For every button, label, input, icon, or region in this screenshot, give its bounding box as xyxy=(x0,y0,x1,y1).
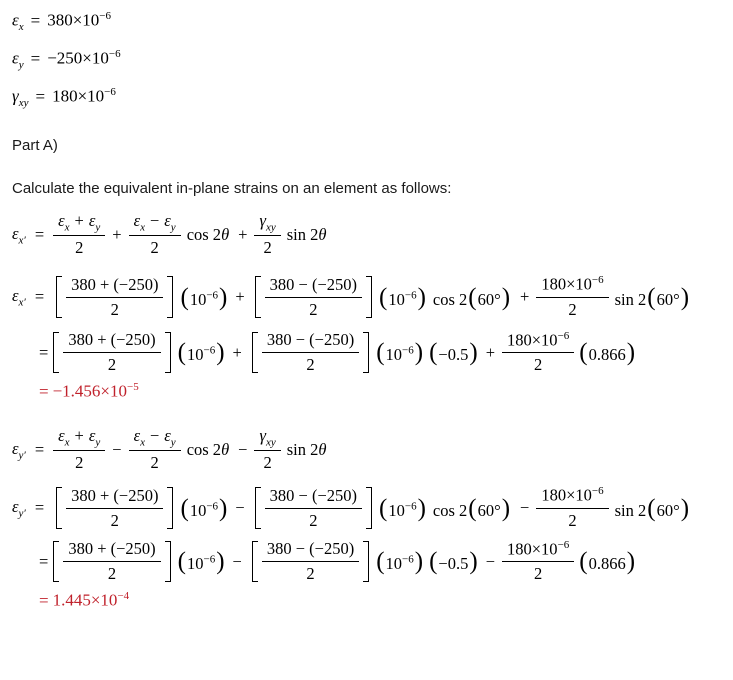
ten-neg6-factor xyxy=(375,340,424,365)
instruction-text: Calculate the equivalent in-plane strains on an element as follows: xyxy=(12,180,452,198)
left-paren: ( xyxy=(647,283,656,311)
cos-term xyxy=(187,225,229,245)
subscript: y xyxy=(95,221,101,234)
fraction-gamma-symbolic xyxy=(254,211,280,258)
plus-sign: + xyxy=(520,287,530,307)
given-gamma-xy xyxy=(12,86,727,109)
cos-function: cos 2 xyxy=(186,439,222,459)
right-paren: ) xyxy=(417,494,426,522)
right-bracket xyxy=(363,541,369,583)
result-epsilon-x xyxy=(39,381,727,402)
left-paren: ( xyxy=(468,283,477,311)
result-epsilon-y xyxy=(39,590,727,611)
sin-term xyxy=(287,225,327,245)
fraction-sum xyxy=(66,275,163,320)
fraction-diff xyxy=(262,539,359,584)
ten-neg6-factor xyxy=(179,285,228,310)
sin-value-factor xyxy=(578,549,636,574)
right-paren: ) xyxy=(680,283,690,311)
epsilon-symbol: ε xyxy=(12,10,19,30)
denominator: 2 xyxy=(306,355,315,375)
numerator xyxy=(53,426,105,451)
fraction-gamma xyxy=(536,274,608,320)
epsilon-symbol: ε xyxy=(58,426,65,446)
cos-function: cos 2 xyxy=(186,224,222,244)
minus-sign: − xyxy=(149,211,160,231)
right-paren: ) xyxy=(501,494,511,522)
left-paren: ( xyxy=(429,339,438,367)
minus-sign: − xyxy=(232,551,242,571)
numerator xyxy=(254,211,280,236)
ten-neg6-factor xyxy=(179,496,228,521)
left-paren: ( xyxy=(177,548,186,576)
equals-sign: = xyxy=(34,287,45,307)
cos-value: −0.5 xyxy=(438,345,469,365)
fraction-diff xyxy=(265,486,362,531)
denominator: 2 xyxy=(568,510,577,530)
epsilon-symbol: ε xyxy=(133,211,141,231)
eq-epsx-evaluation xyxy=(39,330,727,376)
left-bracket xyxy=(255,487,261,529)
subscript: y xyxy=(170,221,176,234)
subscript: xy xyxy=(18,97,29,110)
numerator xyxy=(254,426,280,451)
denominator: 2 xyxy=(150,238,159,258)
left-paren: ( xyxy=(376,339,385,367)
right-paren: ) xyxy=(680,494,690,522)
right-paren: ) xyxy=(216,548,225,576)
left-bracket xyxy=(252,332,258,374)
theta-symbol: θ xyxy=(221,224,230,244)
left-paren: ( xyxy=(180,494,189,522)
numerator: 380 − (−250) xyxy=(262,539,359,562)
result-exponent: −4 xyxy=(117,590,130,603)
denominator: 2 xyxy=(309,299,318,319)
minus-sign: − xyxy=(520,498,530,518)
subscript: xy xyxy=(266,221,276,234)
right-bracket xyxy=(363,332,369,374)
subscript: x′ xyxy=(18,296,26,309)
epsilon-symbol: ε xyxy=(12,48,19,68)
denominator: 2 xyxy=(263,238,272,258)
subscript: x xyxy=(64,221,70,234)
numerator: 380 − (−250) xyxy=(265,486,362,509)
right-bracket xyxy=(167,487,173,529)
numerator xyxy=(536,485,608,509)
epsilon-symbol: ε xyxy=(164,426,171,446)
sin-60-term xyxy=(615,496,690,521)
plus-sign: + xyxy=(235,287,245,307)
right-paren: ) xyxy=(469,339,478,367)
power-of-ten: 10 xyxy=(187,345,204,365)
plus-sign: + xyxy=(112,224,122,244)
right-bracket xyxy=(366,487,372,529)
denominator: 2 xyxy=(75,453,84,473)
sin-60-term xyxy=(615,285,690,310)
numerator: 380 + (−250) xyxy=(66,486,163,509)
equals-sign: = xyxy=(39,382,49,402)
fraction-gamma-symbolic xyxy=(254,426,280,473)
angle-value: 60° xyxy=(656,500,680,520)
left-paren: ( xyxy=(177,339,186,367)
equals-sign: = xyxy=(35,86,46,106)
fraction-sum xyxy=(63,539,160,584)
left-bracket xyxy=(56,487,62,529)
power-of-ten: 10 xyxy=(385,345,403,365)
lhs-epsilon-xprime xyxy=(12,286,26,308)
numerator: 380 − (−250) xyxy=(265,275,362,298)
gamma-value: 180×10 xyxy=(541,485,592,505)
right-paren: ) xyxy=(626,548,636,576)
fraction-diff-symbolic xyxy=(129,211,181,258)
sin-function: sin 2 xyxy=(286,224,319,244)
angle-value: 60° xyxy=(656,289,680,309)
fraction-sum-symbolic xyxy=(53,211,105,258)
exponent: −6 xyxy=(402,553,414,566)
right-bracket xyxy=(165,541,171,583)
theta-symbol: θ xyxy=(318,224,327,244)
fraction-gamma xyxy=(502,330,574,376)
left-paren: ( xyxy=(379,283,388,311)
exponent: −6 xyxy=(591,485,604,498)
plus-sign: + xyxy=(74,211,84,231)
denominator: 2 xyxy=(107,564,117,584)
cos-function: cos 2 xyxy=(432,500,468,520)
gamma-symbol: γ xyxy=(12,86,19,106)
cos-function: cos 2 xyxy=(432,289,468,309)
subscript: x xyxy=(64,436,70,449)
ten-neg6-factor xyxy=(177,340,226,365)
exponent: −6 xyxy=(206,500,219,513)
minus-sign: − xyxy=(238,439,248,459)
left-bracket xyxy=(53,332,59,374)
power-of-ten: 10 xyxy=(385,554,403,574)
numerator xyxy=(502,330,574,354)
lhs-epsilon-xprime xyxy=(12,224,26,246)
exponent: −6 xyxy=(108,48,121,61)
sin-term xyxy=(287,440,327,460)
epsilon-symbol: ε xyxy=(88,426,96,446)
sin-function: sin 2 xyxy=(614,289,647,309)
minus-sign: − xyxy=(112,439,122,459)
subscript: x′ xyxy=(18,233,26,246)
exponent: −6 xyxy=(402,344,414,357)
exponent: −6 xyxy=(104,86,116,99)
right-paren: ) xyxy=(626,339,636,367)
numerator: 380 + (−250) xyxy=(63,330,160,353)
result-value: 1.445×10 xyxy=(52,591,118,611)
exponent: −6 xyxy=(557,329,570,342)
theta-symbol: θ xyxy=(221,439,230,459)
equals-sign: = xyxy=(39,342,49,362)
part-a-label: Part A) xyxy=(12,137,58,155)
denominator: 2 xyxy=(110,510,119,530)
numerator xyxy=(129,211,181,236)
sin-value: 0.866 xyxy=(588,345,626,365)
right-paren: ) xyxy=(469,548,478,576)
subscript: y′ xyxy=(18,507,26,520)
eq-epsy-symbolic xyxy=(12,426,727,473)
eq-epsx-substitution xyxy=(12,274,727,320)
left-bracket xyxy=(56,276,62,318)
epsilon-symbol: ε xyxy=(88,211,96,231)
denominator: 2 xyxy=(150,453,159,473)
subscript: x xyxy=(140,221,145,234)
exponent: −6 xyxy=(557,538,570,551)
epsilon-symbol: ε xyxy=(58,211,65,231)
numerator xyxy=(53,211,105,236)
epsilon-symbol: ε xyxy=(133,426,141,446)
gamma-symbol: γ xyxy=(259,426,266,446)
power-of-ten: 10 xyxy=(189,289,207,309)
left-bracket xyxy=(255,276,261,318)
cos-value-factor xyxy=(428,340,479,365)
given-epsilon-y xyxy=(12,48,727,71)
sin-function: sin 2 xyxy=(614,500,647,520)
left-paren: ( xyxy=(647,494,656,522)
denominator: 2 xyxy=(263,453,272,473)
right-paren: ) xyxy=(219,494,228,522)
cos-value: −0.5 xyxy=(438,554,469,574)
right-bracket xyxy=(366,276,372,318)
left-paren: ( xyxy=(579,339,588,367)
fraction-gamma xyxy=(536,485,608,531)
given-value: 180×10 xyxy=(52,86,105,106)
left-paren: ( xyxy=(468,494,477,522)
gamma-value: 180×10 xyxy=(507,539,558,559)
given-value: −250×10 xyxy=(47,48,109,68)
numerator xyxy=(129,426,181,451)
left-bracket xyxy=(53,541,59,583)
gamma-value: 180×10 xyxy=(541,274,592,294)
equals-sign: = xyxy=(30,48,41,68)
right-paren: ) xyxy=(414,339,424,367)
equals-sign: = xyxy=(39,551,49,571)
fraction-diff xyxy=(265,275,362,320)
lhs-epsilon-yprime xyxy=(12,439,26,461)
cos-term xyxy=(187,440,229,460)
power-of-ten: 10 xyxy=(388,289,405,309)
epsilon-symbol: ε xyxy=(164,211,171,231)
left-paren: ( xyxy=(579,548,588,576)
right-bracket xyxy=(167,276,173,318)
minus-sign: − xyxy=(149,426,160,446)
subscript: y xyxy=(18,59,24,72)
exponent: −6 xyxy=(203,553,216,566)
equals-sign: = xyxy=(34,439,45,459)
angle-value: 60° xyxy=(477,289,501,309)
lhs-epsilon-yprime xyxy=(12,497,26,519)
denominator: 2 xyxy=(309,510,318,530)
minus-sign: − xyxy=(235,498,245,518)
exponent: −6 xyxy=(404,500,417,513)
subscript: y xyxy=(95,436,101,449)
power-of-ten: 10 xyxy=(187,554,204,574)
denominator: 2 xyxy=(534,564,543,584)
right-bracket xyxy=(165,332,171,374)
exponent: −6 xyxy=(99,10,111,22)
left-paren: ( xyxy=(180,283,189,311)
result-value: −1.456×10 xyxy=(52,382,128,402)
angle-value: 60° xyxy=(477,500,501,520)
cos-60-term xyxy=(433,496,511,521)
equals-sign: = xyxy=(39,591,49,611)
denominator: 2 xyxy=(110,299,119,319)
denominator: 2 xyxy=(306,564,315,584)
subscript: y′ xyxy=(18,448,26,461)
left-paren: ( xyxy=(376,548,385,576)
equals-sign: = xyxy=(34,224,45,244)
plus-sign: + xyxy=(232,342,242,362)
numerator: 380 + (−250) xyxy=(63,539,160,562)
right-paren: ) xyxy=(501,283,511,311)
numerator xyxy=(502,539,574,563)
denominator: 2 xyxy=(107,355,117,375)
ten-neg6-factor xyxy=(375,549,424,574)
left-bracket xyxy=(252,541,258,583)
ten-neg6-factor xyxy=(378,285,427,310)
power-of-ten: 10 xyxy=(388,500,405,520)
eq-epsx-symbolic xyxy=(12,211,727,258)
theta-symbol: θ xyxy=(318,439,327,459)
fraction-diff-symbolic xyxy=(129,426,181,473)
given-value: 380×10 xyxy=(47,10,100,30)
subscript: xy xyxy=(266,436,276,449)
cos-value-factor xyxy=(428,549,479,574)
minus-sign: − xyxy=(485,551,495,571)
subscript: x xyxy=(140,436,145,449)
fraction-sum xyxy=(66,486,163,531)
plus-sign: + xyxy=(238,224,248,244)
numerator: 380 + (−250) xyxy=(66,275,163,298)
fraction-sum-symbolic xyxy=(53,426,105,473)
result-exponent: −5 xyxy=(127,381,139,394)
numerator: 380 − (−250) xyxy=(262,330,359,353)
numerator xyxy=(536,274,608,298)
denominator: 2 xyxy=(534,355,543,375)
power-of-ten: 10 xyxy=(189,500,207,520)
exponent: −6 xyxy=(206,289,219,302)
epsilon-symbol: ε xyxy=(12,223,19,243)
fraction-sum xyxy=(63,330,160,375)
fraction-diff xyxy=(262,330,359,375)
exponent: −6 xyxy=(591,274,604,287)
ten-neg6-factor xyxy=(177,549,226,574)
sin-value: 0.866 xyxy=(588,554,626,574)
epsilon-symbol: ε xyxy=(12,438,19,458)
cos-60-term xyxy=(433,285,511,310)
gamma-symbol: γ xyxy=(259,211,266,231)
plus-sign: + xyxy=(74,426,84,446)
equals-sign: = xyxy=(34,498,45,518)
right-paren: ) xyxy=(417,283,426,311)
left-paren: ( xyxy=(379,494,388,522)
eq-epsy-substitution xyxy=(12,485,727,531)
ten-neg6-factor xyxy=(378,496,427,521)
eq-epsy-evaluation xyxy=(39,539,727,585)
subscript: y xyxy=(170,436,176,449)
exponent: −6 xyxy=(404,289,417,302)
gamma-value: 180×10 xyxy=(507,330,558,350)
right-paren: ) xyxy=(216,339,225,367)
plus-sign: + xyxy=(485,342,495,362)
given-epsilon-x xyxy=(12,10,727,33)
sin-value-factor xyxy=(578,340,636,365)
left-paren: ( xyxy=(429,548,438,576)
right-paren: ) xyxy=(414,548,424,576)
fraction-gamma xyxy=(502,539,574,585)
subscript: x xyxy=(18,21,24,34)
equals-sign: = xyxy=(30,10,41,30)
epsilon-symbol: ε xyxy=(12,286,19,306)
sin-function: sin 2 xyxy=(286,439,319,459)
epsilon-symbol: ε xyxy=(12,496,19,516)
right-paren: ) xyxy=(219,283,228,311)
denominator: 2 xyxy=(568,299,577,319)
denominator: 2 xyxy=(75,238,84,258)
exponent: −6 xyxy=(203,344,216,357)
